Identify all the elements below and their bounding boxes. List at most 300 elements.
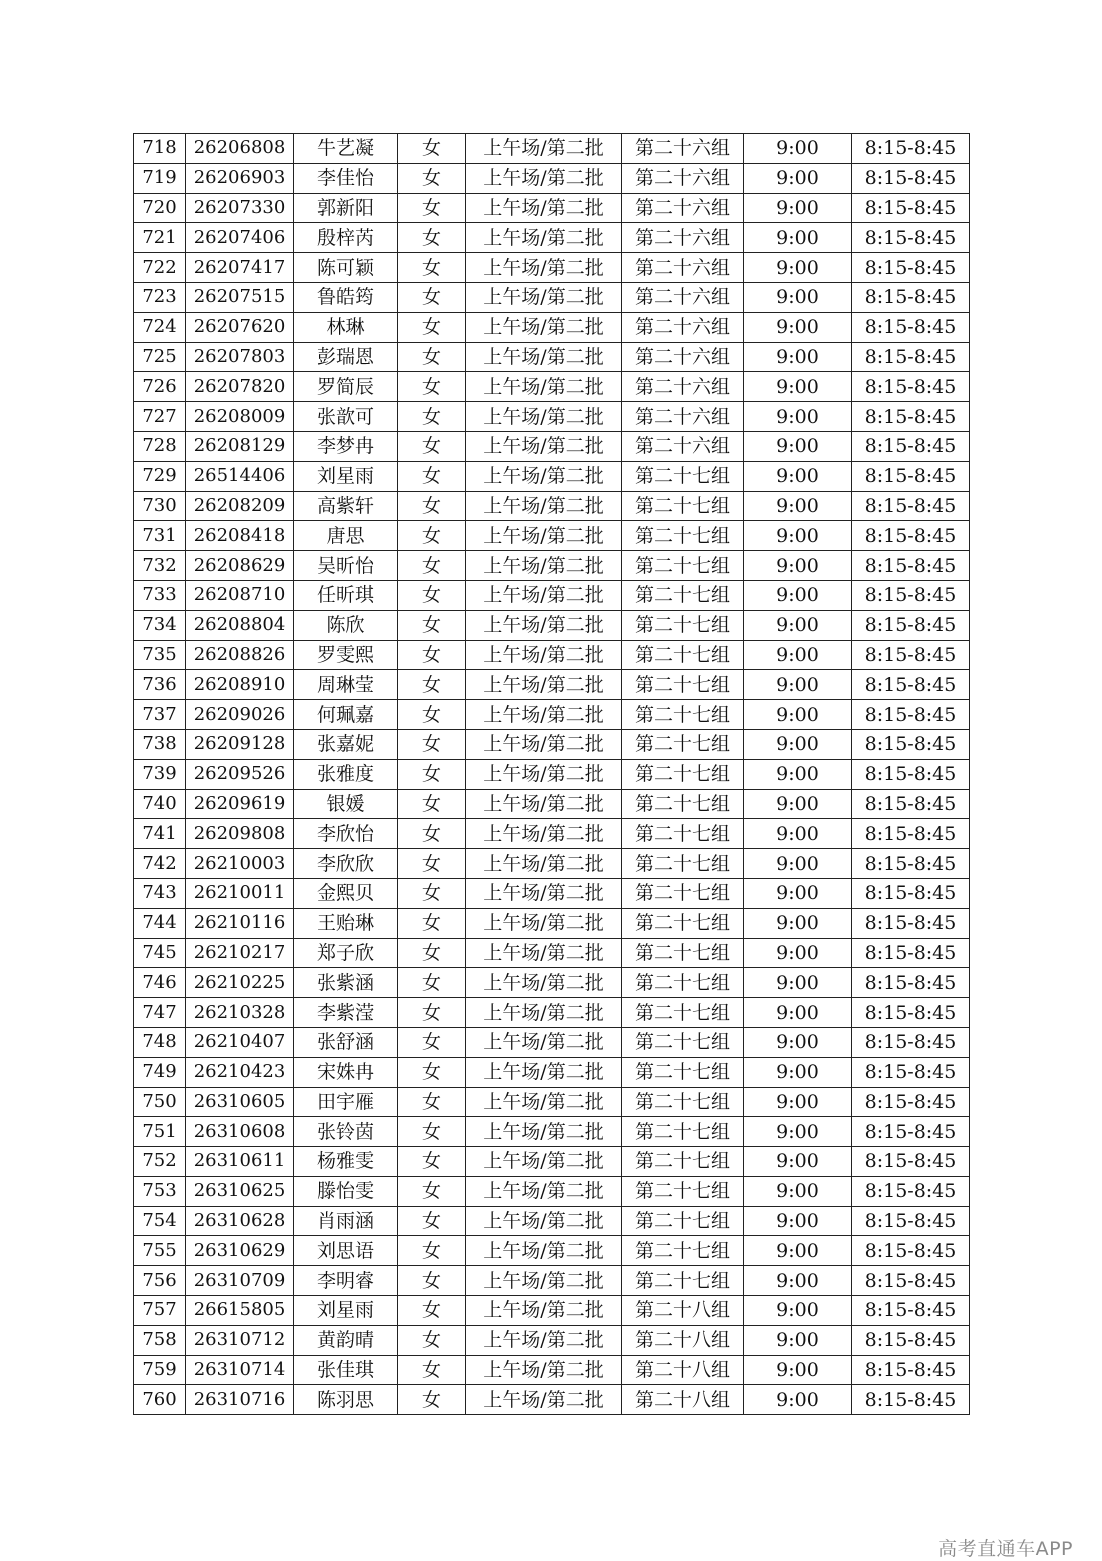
name-cell: 高紫轩 [294,491,398,521]
row-index-cell: 750 [134,1087,186,1117]
session-cell: 上午场/第二批 [466,819,622,849]
table-row [134,938,970,968]
name-cell: 银媛 [294,789,398,819]
exam-time-cell: 9:00 [744,312,852,342]
row-index-cell: 731 [134,521,186,551]
exam-id-cell: 26209526 [186,759,294,789]
table-row [134,640,970,670]
row-index-cell: 737 [134,700,186,730]
name-cell: 王贻琳 [294,908,398,938]
row-index-cell: 755 [134,1236,186,1266]
checkin-time-cell: 8:15-8:45 [852,163,970,193]
gender-cell: 女 [398,759,466,789]
gender-cell: 女 [398,580,466,610]
group-cell: 第二十七组 [622,1147,744,1177]
session-cell: 上午场/第二批 [466,580,622,610]
group-cell: 第二十七组 [622,789,744,819]
checkin-time-cell: 8:15-8:45 [852,640,970,670]
gender-cell: 女 [398,1325,466,1355]
session-cell: 上午场/第二批 [466,193,622,223]
row-index-cell: 722 [134,253,186,283]
name-cell: 李梦冉 [294,431,398,461]
row-index-cell: 741 [134,819,186,849]
session-cell: 上午场/第二批 [466,163,622,193]
group-cell: 第二十七组 [622,968,744,998]
gender-cell: 女 [398,1236,466,1266]
table-row [134,968,970,998]
name-cell: 彭瑞恩 [294,342,398,372]
table-row [134,998,970,1028]
gender-cell: 女 [398,253,466,283]
row-index-cell: 749 [134,1057,186,1087]
name-cell: 刘星雨 [294,461,398,491]
session-cell: 上午场/第二批 [466,759,622,789]
gender-cell: 女 [398,372,466,402]
checkin-time-cell: 8:15-8:45 [852,610,970,640]
name-cell: 周琳莹 [294,670,398,700]
gender-cell: 女 [398,1385,466,1415]
name-cell: 牛艺凝 [294,134,398,164]
exam-id-cell: 26208804 [186,610,294,640]
group-cell: 第二十七组 [622,878,744,908]
session-cell: 上午场/第二批 [466,998,622,1028]
gender-cell: 女 [398,163,466,193]
checkin-time-cell: 8:15-8:45 [852,1296,970,1326]
session-cell: 上午场/第二批 [466,431,622,461]
group-cell: 第二十七组 [622,640,744,670]
name-cell: 罗简辰 [294,372,398,402]
checkin-time-cell: 8:15-8:45 [852,938,970,968]
checkin-time-cell: 8:15-8:45 [852,431,970,461]
group-cell: 第二十七组 [622,998,744,1028]
gender-cell: 女 [398,402,466,432]
exam-id-cell: 26210423 [186,1057,294,1087]
checkin-time-cell: 8:15-8:45 [852,968,970,998]
exam-time-cell: 9:00 [744,461,852,491]
group-cell: 第二十七组 [622,938,744,968]
row-index-cell: 734 [134,610,186,640]
session-cell: 上午场/第二批 [466,968,622,998]
exam-time-cell: 9:00 [744,700,852,730]
session-cell: 上午场/第二批 [466,1206,622,1236]
row-index-cell: 745 [134,938,186,968]
row-index-cell: 736 [134,670,186,700]
session-cell: 上午场/第二批 [466,1325,622,1355]
row-index-cell: 756 [134,1266,186,1296]
exam-time-cell: 9:00 [744,968,852,998]
exam-id-cell: 26210116 [186,908,294,938]
gender-cell: 女 [398,342,466,372]
session-cell: 上午场/第二批 [466,908,622,938]
session-cell: 上午场/第二批 [466,1355,622,1385]
exam-time-cell: 9:00 [744,282,852,312]
exam-id-cell: 26207803 [186,342,294,372]
exam-id-cell: 26208910 [186,670,294,700]
group-cell: 第二十六组 [622,253,744,283]
table-row [134,700,970,730]
row-index-cell: 751 [134,1117,186,1147]
exam-id-cell: 26310712 [186,1325,294,1355]
table-row [134,908,970,938]
group-cell: 第二十七组 [622,1117,744,1147]
exam-id-cell: 26210003 [186,849,294,879]
table-row [134,461,970,491]
exam-time-cell: 9:00 [744,342,852,372]
group-cell: 第二十八组 [622,1385,744,1415]
checkin-time-cell: 8:15-8:45 [852,1117,970,1147]
name-cell: 陈羽思 [294,1385,398,1415]
exam-id-cell: 26208629 [186,551,294,581]
gender-cell: 女 [398,1355,466,1385]
gender-cell: 女 [398,789,466,819]
table-row [134,670,970,700]
checkin-time-cell: 8:15-8:45 [852,1057,970,1087]
gender-cell: 女 [398,1266,466,1296]
table-row [134,1236,970,1266]
exam-time-cell: 9:00 [744,729,852,759]
session-cell: 上午场/第二批 [466,729,622,759]
exam-time-cell: 9:00 [744,789,852,819]
table-row [134,1206,970,1236]
exam-time-cell: 9:00 [744,670,852,700]
row-index-cell: 754 [134,1206,186,1236]
group-cell: 第二十八组 [622,1325,744,1355]
group-cell: 第二十七组 [622,551,744,581]
name-cell: 金熙贝 [294,878,398,908]
session-cell: 上午场/第二批 [466,223,622,253]
exam-time-cell: 9:00 [744,1355,852,1385]
table-row [134,1355,970,1385]
session-cell: 上午场/第二批 [466,521,622,551]
name-cell: 李佳怡 [294,163,398,193]
gender-cell: 女 [398,1087,466,1117]
session-cell: 上午场/第二批 [466,640,622,670]
name-cell: 鲁皓筠 [294,282,398,312]
checkin-time-cell: 8:15-8:45 [852,849,970,879]
gender-cell: 女 [398,700,466,730]
group-cell: 第二十七组 [622,700,744,730]
group-cell: 第二十七组 [622,1266,744,1296]
exam-time-cell: 9:00 [744,759,852,789]
name-cell: 张舒涵 [294,1027,398,1057]
checkin-time-cell: 8:15-8:45 [852,1236,970,1266]
checkin-time-cell: 8:15-8:45 [852,789,970,819]
checkin-time-cell: 8:15-8:45 [852,312,970,342]
exam-time-cell: 9:00 [744,402,852,432]
row-index-cell: 718 [134,134,186,164]
gender-cell: 女 [398,1147,466,1177]
group-cell: 第二十七组 [622,461,744,491]
gender-cell: 女 [398,819,466,849]
row-index-cell: 730 [134,491,186,521]
session-cell: 上午场/第二批 [466,789,622,819]
group-cell: 第二十六组 [622,342,744,372]
exam-time-cell: 9:00 [744,431,852,461]
gender-cell: 女 [398,968,466,998]
group-cell: 第二十六组 [622,282,744,312]
session-cell: 上午场/第二批 [466,878,622,908]
exam-id-cell: 26310709 [186,1266,294,1296]
group-cell: 第二十七组 [622,908,744,938]
name-cell: 张歆可 [294,402,398,432]
table-row [134,1296,970,1326]
table-row [134,521,970,551]
checkin-time-cell: 8:15-8:45 [852,491,970,521]
table-row [134,312,970,342]
gender-cell: 女 [398,849,466,879]
exam-time-cell: 9:00 [744,908,852,938]
checkin-time-cell: 8:15-8:45 [852,134,970,164]
group-cell: 第二十六组 [622,223,744,253]
table-row [134,402,970,432]
exam-id-cell: 26209619 [186,789,294,819]
table-row [134,849,970,879]
group-cell: 第二十七组 [622,729,744,759]
session-cell: 上午场/第二批 [466,1057,622,1087]
exam-id-cell: 26208418 [186,521,294,551]
exam-id-cell: 26209128 [186,729,294,759]
name-cell: 黄韵晴 [294,1325,398,1355]
exam-id-cell: 26514406 [186,461,294,491]
session-cell: 上午场/第二批 [466,312,622,342]
exam-id-cell: 26208009 [186,402,294,432]
name-cell: 李欣怡 [294,819,398,849]
gender-cell: 女 [398,551,466,581]
gender-cell: 女 [398,878,466,908]
group-cell: 第二十七组 [622,1087,744,1117]
session-cell: 上午场/第二批 [466,372,622,402]
group-cell: 第二十六组 [622,431,744,461]
session-cell: 上午场/第二批 [466,282,622,312]
exam-id-cell: 26615805 [186,1296,294,1326]
exam-time-cell: 9:00 [744,551,852,581]
gender-cell: 女 [398,193,466,223]
gender-cell: 女 [398,640,466,670]
checkin-time-cell: 8:15-8:45 [852,908,970,938]
checkin-time-cell: 8:15-8:45 [852,461,970,491]
name-cell: 唐思 [294,521,398,551]
row-index-cell: 725 [134,342,186,372]
table-row [134,1325,970,1355]
table-row [134,223,970,253]
name-cell: 刘星雨 [294,1296,398,1326]
exam-id-cell: 26207417 [186,253,294,283]
table-row [134,1027,970,1057]
name-cell: 郭新阳 [294,193,398,223]
row-index-cell: 735 [134,640,186,670]
exam-time-cell: 9:00 [744,1325,852,1355]
name-cell: 宋姝冉 [294,1057,398,1087]
table-row [134,1385,970,1415]
table-row [134,491,970,521]
table-row [134,878,970,908]
row-index-cell: 742 [134,849,186,879]
checkin-time-cell: 8:15-8:45 [852,1147,970,1177]
exam-id-cell: 26206808 [186,134,294,164]
checkin-time-cell: 8:15-8:45 [852,819,970,849]
row-index-cell: 720 [134,193,186,223]
name-cell: 吴昕怡 [294,551,398,581]
row-index-cell: 728 [134,431,186,461]
session-cell: 上午场/第二批 [466,1147,622,1177]
gender-cell: 女 [398,134,466,164]
row-index-cell: 746 [134,968,186,998]
name-cell: 刘思语 [294,1236,398,1266]
exam-id-cell: 26210328 [186,998,294,1028]
checkin-time-cell: 8:15-8:45 [852,878,970,908]
gender-cell: 女 [398,670,466,700]
session-cell: 上午场/第二批 [466,1087,622,1117]
row-index-cell: 729 [134,461,186,491]
exam-id-cell: 26210225 [186,968,294,998]
session-cell: 上午场/第二批 [466,670,622,700]
group-cell: 第二十七组 [622,1236,744,1266]
exam-time-cell: 9:00 [744,1147,852,1177]
gender-cell: 女 [398,521,466,551]
checkin-time-cell: 8:15-8:45 [852,580,970,610]
exam-time-cell: 9:00 [744,163,852,193]
session-cell: 上午场/第二批 [466,134,622,164]
row-index-cell: 724 [134,312,186,342]
table-row [134,789,970,819]
gender-cell: 女 [398,282,466,312]
checkin-time-cell: 8:15-8:45 [852,1325,970,1355]
gender-cell: 女 [398,908,466,938]
gender-cell: 女 [398,1117,466,1147]
exam-time-cell: 9:00 [744,1057,852,1087]
name-cell: 张雅度 [294,759,398,789]
table-row [134,431,970,461]
table-row [134,1117,970,1147]
exam-id-cell: 26310628 [186,1206,294,1236]
session-cell: 上午场/第二批 [466,1027,622,1057]
exam-id-cell: 26209026 [186,700,294,730]
table-row [134,134,970,164]
exam-id-cell: 26207330 [186,193,294,223]
table-row [134,551,970,581]
row-index-cell: 747 [134,998,186,1028]
table-row [134,372,970,402]
group-cell: 第二十七组 [622,670,744,700]
group-cell: 第二十七组 [622,521,744,551]
exam-id-cell: 26210217 [186,938,294,968]
name-cell: 张铃茵 [294,1117,398,1147]
name-cell: 陈欣 [294,610,398,640]
table-row [134,163,970,193]
name-cell: 陈可颖 [294,253,398,283]
row-index-cell: 719 [134,163,186,193]
gender-cell: 女 [398,1296,466,1326]
checkin-time-cell: 8:15-8:45 [852,670,970,700]
row-index-cell: 733 [134,580,186,610]
gender-cell: 女 [398,491,466,521]
row-index-cell: 739 [134,759,186,789]
table-row [134,193,970,223]
exam-id-cell: 26310608 [186,1117,294,1147]
row-index-cell: 753 [134,1176,186,1206]
name-cell: 张佳琪 [294,1355,398,1385]
row-index-cell: 723 [134,282,186,312]
exam-id-cell: 26210011 [186,878,294,908]
exam-time-cell: 9:00 [744,223,852,253]
exam-time-cell: 9:00 [744,938,852,968]
session-cell: 上午场/第二批 [466,1176,622,1206]
row-index-cell: 726 [134,372,186,402]
session-cell: 上午场/第二批 [466,610,622,640]
checkin-time-cell: 8:15-8:45 [852,1355,970,1385]
row-index-cell: 748 [134,1027,186,1057]
session-cell: 上午场/第二批 [466,253,622,283]
row-index-cell: 744 [134,908,186,938]
exam-time-cell: 9:00 [744,878,852,908]
row-index-cell: 738 [134,729,186,759]
checkin-time-cell: 8:15-8:45 [852,193,970,223]
exam-time-cell: 9:00 [744,849,852,879]
table-row [134,1147,970,1177]
group-cell: 第二十七组 [622,1027,744,1057]
exam-id-cell: 26208710 [186,580,294,610]
checkin-time-cell: 8:15-8:45 [852,759,970,789]
group-cell: 第二十七组 [622,1057,744,1087]
group-cell: 第二十七组 [622,819,744,849]
group-cell: 第二十六组 [622,193,744,223]
checkin-time-cell: 8:15-8:45 [852,223,970,253]
exam-time-cell: 9:00 [744,491,852,521]
group-cell: 第二十七组 [622,849,744,879]
gender-cell: 女 [398,938,466,968]
checkin-time-cell: 8:15-8:45 [852,282,970,312]
session-cell: 上午场/第二批 [466,551,622,581]
table-row [134,729,970,759]
group-cell: 第二十七组 [622,1176,744,1206]
exam-time-cell: 9:00 [744,1206,852,1236]
checkin-time-cell: 8:15-8:45 [852,1087,970,1117]
row-index-cell: 759 [134,1355,186,1385]
group-cell: 第二十七组 [622,759,744,789]
checkin-time-cell: 8:15-8:45 [852,372,970,402]
exam-id-cell: 26310605 [186,1087,294,1117]
exam-id-cell: 26209808 [186,819,294,849]
name-cell: 罗雯熙 [294,640,398,670]
session-cell: 上午场/第二批 [466,402,622,432]
checkin-time-cell: 8:15-8:45 [852,1176,970,1206]
checkin-time-cell: 8:15-8:45 [852,700,970,730]
name-cell: 任昕琪 [294,580,398,610]
checkin-time-cell: 8:15-8:45 [852,402,970,432]
exam-time-cell: 9:00 [744,1117,852,1147]
exam-id-cell: 26208129 [186,431,294,461]
checkin-time-cell: 8:15-8:45 [852,521,970,551]
checkin-time-cell: 8:15-8:45 [852,1206,970,1236]
exam-time-cell: 9:00 [744,372,852,402]
exam-time-cell: 9:00 [744,1296,852,1326]
checkin-time-cell: 8:15-8:45 [852,342,970,372]
checkin-time-cell: 8:15-8:45 [852,729,970,759]
table-row [134,1266,970,1296]
gender-cell: 女 [398,610,466,640]
group-cell: 第二十六组 [622,312,744,342]
gender-cell: 女 [398,998,466,1028]
exam-time-cell: 9:00 [744,1266,852,1296]
exam-id-cell: 26206903 [186,163,294,193]
checkin-time-cell: 8:15-8:45 [852,551,970,581]
table-row [134,819,970,849]
group-cell: 第二十六组 [622,163,744,193]
name-cell: 张嘉妮 [294,729,398,759]
row-index-cell: 758 [134,1325,186,1355]
roster-table [133,133,970,1415]
exam-id-cell: 26207620 [186,312,294,342]
